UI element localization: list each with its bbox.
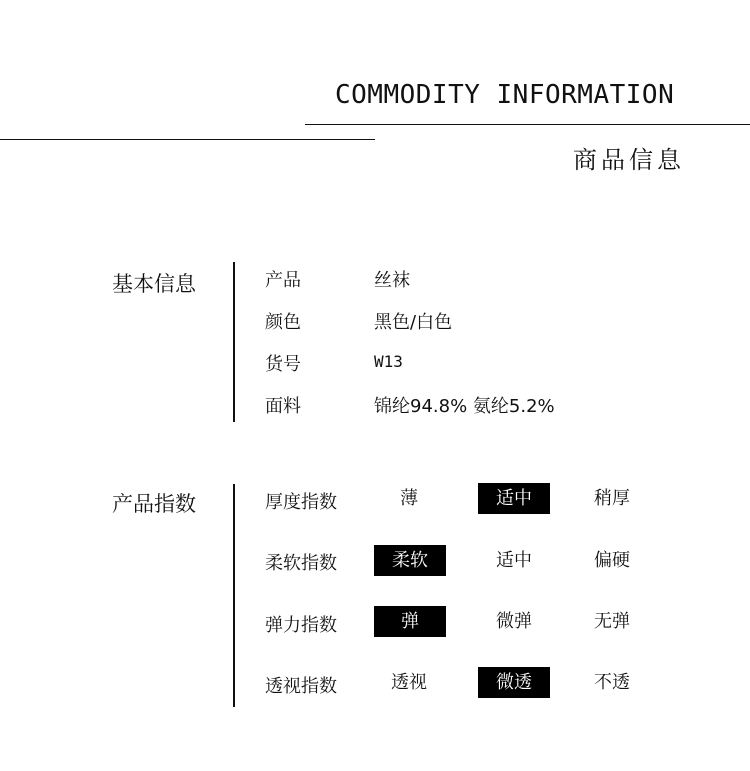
index-option-selected: 微透 (478, 667, 550, 698)
index-option-selected: 弹 (374, 606, 446, 637)
index-option: 微弹 (496, 611, 532, 632)
index-label-elasticity: 弹力指数 (265, 615, 337, 636)
row-label: 货号 (265, 354, 301, 375)
product-index-divider (233, 484, 235, 707)
row-label: 颜色 (265, 312, 301, 333)
index-option: 无弹 (594, 611, 630, 632)
header-title: COMMODITY INFORMATION (335, 80, 675, 110)
basic-info-divider (233, 262, 235, 422)
row-value: W13 (374, 352, 403, 371)
header-divider-left (0, 139, 375, 140)
index-label-softness: 柔软指数 (265, 553, 337, 574)
index-label-thickness: 厚度指数 (265, 492, 337, 513)
index-label-sheerness: 透视指数 (265, 676, 337, 697)
row-value: 丝袜 (374, 270, 410, 291)
row-value: 黑色/白色 (374, 312, 453, 333)
index-option-selected: 适中 (478, 483, 550, 514)
row-label: 面料 (265, 396, 301, 417)
basic-info-title: 基本信息 (112, 272, 196, 296)
index-option: 偏硬 (594, 550, 630, 571)
index-option: 薄 (400, 488, 418, 509)
header-divider-right (305, 124, 750, 125)
product-index-title: 产品指数 (112, 492, 196, 516)
row-label: 产品 (265, 270, 301, 291)
row-value: 锦纶94.8% 氨纶5.2% (374, 396, 555, 417)
index-option-selected: 柔软 (374, 545, 446, 576)
index-option: 不透 (594, 672, 630, 693)
header-subtitle: 商品信息 (573, 146, 685, 174)
index-option: 透视 (391, 672, 427, 693)
index-option: 稍厚 (594, 488, 630, 509)
index-option: 适中 (496, 550, 532, 571)
